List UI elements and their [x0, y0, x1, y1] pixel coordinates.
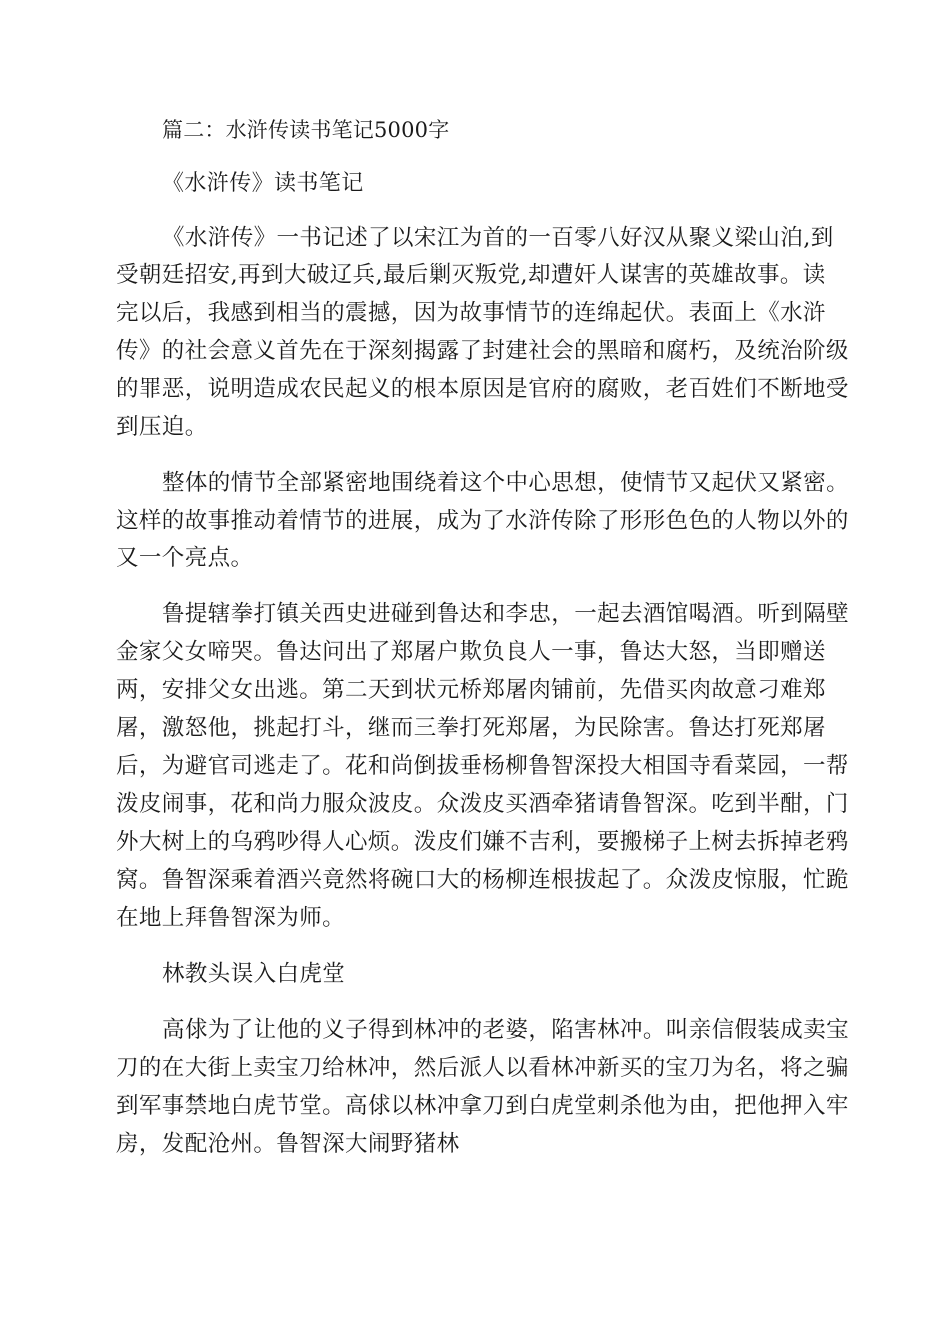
paragraph-2-line-3: 又一个亮点。 [116, 545, 254, 571]
paragraph-1-line-4: 传》的社会意义首先在于深刻揭露了封建社会的黑暗和腐朽，及统治阶级 [116, 338, 849, 364]
paragraph-3-line-5: 后，为避官司逃走了。花和尚倒拔垂杨柳鲁智深投大相国寺看菜园，一帮 [116, 753, 849, 779]
paragraph-3-line-4: 屠，激怒他，挑起打斗，继而三拳打死郑屠，为民除害。鲁达打死郑屠 [116, 715, 826, 741]
paragraph-4-line-1: 高俅为了让他的义子得到林冲的老婆，陷害林冲。叫亲信假装成卖宝 [162, 1017, 850, 1043]
paragraph-1-line-2: 受朝廷招安,再到大破辽兵,最后剿灭叛党,却遭奸人谋害的英雄故事。读 [116, 262, 826, 288]
paragraph-3-line-8: 窝。鲁智深乘着酒兴竟然将碗口大的杨柳连根拔起了。众泼皮惊服，忙跪 [116, 867, 849, 893]
paragraph-1-line-5: 的罪恶，说明造成农民起义的根本原因是官府的腐败，老百姓们不断地受 [116, 376, 849, 402]
paragraph-4-line-4: 房，发配沧州。鲁智深大闹野猪林 [116, 1131, 460, 1157]
paragraph-3-line-1: 鲁提辖拳打镇关西史进碰到鲁达和李忠，一起去酒馆喝酒。听到隔壁 [162, 601, 850, 627]
paragraph-1-line-3: 完以后，我感到相当的震撼，因为故事情节的连绵起伏。表面上《水浒 [116, 300, 826, 326]
paragraph-1-line-1: 《水浒传》一书记述了以宋江为首的一百零八好汉从聚义梁山泊,到 [162, 225, 834, 251]
paragraph-3-line-6: 泼皮闹事，花和尚力服众波皮。众泼皮买酒牵猪请鲁智深。吃到半酣，门 [116, 791, 849, 817]
paragraph-3-line-3: 两，安排父女出逃。第二天到状元桥郑屠肉铺前，先借买肉故意刁难郑 [116, 677, 826, 703]
paragraph-3-line-2: 金家父女啼哭。鲁达问出了郑屠户欺负良人一事，鲁达大怒，当即赠送 [116, 639, 826, 665]
paragraph-3-line-9: 在地上拜鲁智深为师。 [116, 905, 346, 931]
paragraph-4-line-3: 到军事禁地白虎节堂。高俅以林冲拿刀到白虎堂刺杀他为由，把他押入牢 [116, 1093, 849, 1119]
paragraph-3-line-7: 外大树上的乌鸦吵得人心烦。泼皮们嫌不吉利，要搬梯子上树去拆掉老鸦 [116, 829, 849, 855]
section-subheading: 林教头误入白虎堂 [162, 961, 346, 987]
paragraph-4-line-2: 刀的在大街上卖宝刀给林冲，然后派人以看林冲新买的宝刀为名，将之骗 [116, 1055, 849, 1081]
document-heading: 篇二：水浒传读书笔记5000字 [162, 118, 450, 142]
paragraph-2-line-1: 整体的情节全部紧密地围绕着这个中心思想，使情节又起伏又紧密。 [162, 470, 850, 496]
paragraph-2-line-2: 这样的故事推动着情节的进展，成为了水浒传除了形形色色的人物以外的 [116, 508, 849, 534]
paragraph-1-line-6: 到压迫。 [116, 414, 208, 440]
document-title: 《水浒传》读书笔记 [162, 171, 364, 196]
